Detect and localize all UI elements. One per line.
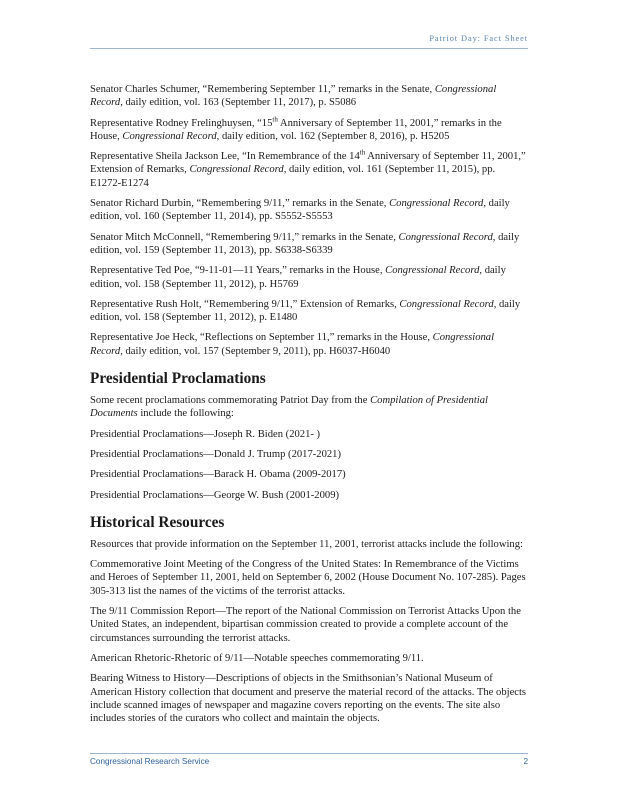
citation: Senator Charles Schumer, “Remembering September 11,” remarks in the Senate, Congressional Record, daily edition, vol. 163 (September 11, 2017), p. S5086 — [90, 84, 497, 109]
historical-resource[interactable]: American Rhetoric-Rhetoric of 9/11—Notable speeches commemorating 9/11. — [90, 652, 424, 664]
page-footer — [90, 753, 528, 766]
historical-resource[interactable]: Bearing Witness to History—Descriptions of objects in the Smithsonian’s National Museum of American History collection that document and preserve the material record of the attacks. The objects include scanned images of newspaper and magazine covers reporting on the events. The site also includes stories of the curators who collect and maintain the objects. — [90, 673, 527, 725]
proclamation-link[interactable]: Presidential Proclamations—Joseph R. Biden (2021- ) — [90, 428, 321, 440]
citation: Representative Rodney Frelinghuysen, “15th Anniversary of September 11, 2001,” remarks in the House, Congressional Record, daily edition, vol. 162 (September 8, 2016), p. H5205 — [90, 115, 502, 142]
historical-resource[interactable]: The 9/11 Commission Report—The report of the National Commission on Terrorist Attacks Upon the United States, an independent, bipartisan commission created to provide a complete account of the circumstances surrounding the terrorist attacks. — [90, 606, 521, 644]
citation: Representative Rush Holt, “Remembering 9/11,” Extension of Remarks, Congressional Record, daily edition, vol. 158 (September 11, 2012), p. E1480 — [90, 298, 521, 324]
citation: Representative Sheila Jackson Lee, “In Remembrance of the 14th Anniversary of September 11, 2001,” Extension of Remarks, Congressional Record, daily edition, vol. 161 (September 11, 2015), pp. E1272-E1274 — [90, 148, 526, 189]
citation: Representative Joe Heck, “Reflections on September 11,” remarks in the House, Congressional Record, daily edition, vol. 157 (September 9, 2011), pp. H6037-H6040 — [90, 332, 495, 357]
section-heading-historical: Historical Resources — [90, 513, 225, 531]
section-heading-proclamations: Presidential Proclamations — [90, 370, 266, 388]
proclamations-intro: Some recent proclamations commemorating Patriot Day from the Compilation of Presidential Documents include the following: — [90, 395, 488, 420]
citation: Representative Ted Poe, “9-11-01—11 Years,” remarks in the House, Congressional Record, daily edition, vol. 158 (September 11, 2012), p. H5769 — [90, 265, 506, 290]
page-number: 2 — [523, 757, 528, 766]
citation: Senator Richard Durbin, “Remembering 9/11,” remarks in the Senate, Congressional Record, daily edition, vol. 160 (September 11, 2014), pp. S5552-S5553 — [90, 198, 510, 223]
header-title: Patriot Day: Fact Sheet — [429, 34, 528, 43]
citation: Senator Mitch McConnell, “Remembering 9/11,” remarks in the Senate, Congressional Record, daily edition, vol. 159 (September 11, 2013), pp. S6338-S6339 — [90, 231, 520, 256]
proclamation-link[interactable]: Presidential Proclamations—Barack H. Obama (2009-2017) — [90, 469, 346, 481]
document-body — [90, 83, 528, 732]
historical-resource[interactable]: Commemorative Joint Meeting of the Congress of the United States: In Remembrance of the Victims and Heroes of September 11, 2001, held on September 6, 2002 (House Document No. 107-285). Pages 305-313 list the names of the victims of the terrorist attacks. — [90, 559, 526, 597]
footer-org: Congressional Research Service — [90, 757, 210, 766]
proclamation-link[interactable]: Presidential Proclamations—Donald J. Trump (2017-2021) — [90, 448, 341, 460]
historical-intro: Resources that provide information on the September 11, 2001, terrorist attacks include the following: — [90, 538, 523, 550]
proclamation-link[interactable]: Presidential Proclamations—George W. Bush (2001-2009) — [90, 489, 340, 501]
page-header — [90, 36, 528, 49]
